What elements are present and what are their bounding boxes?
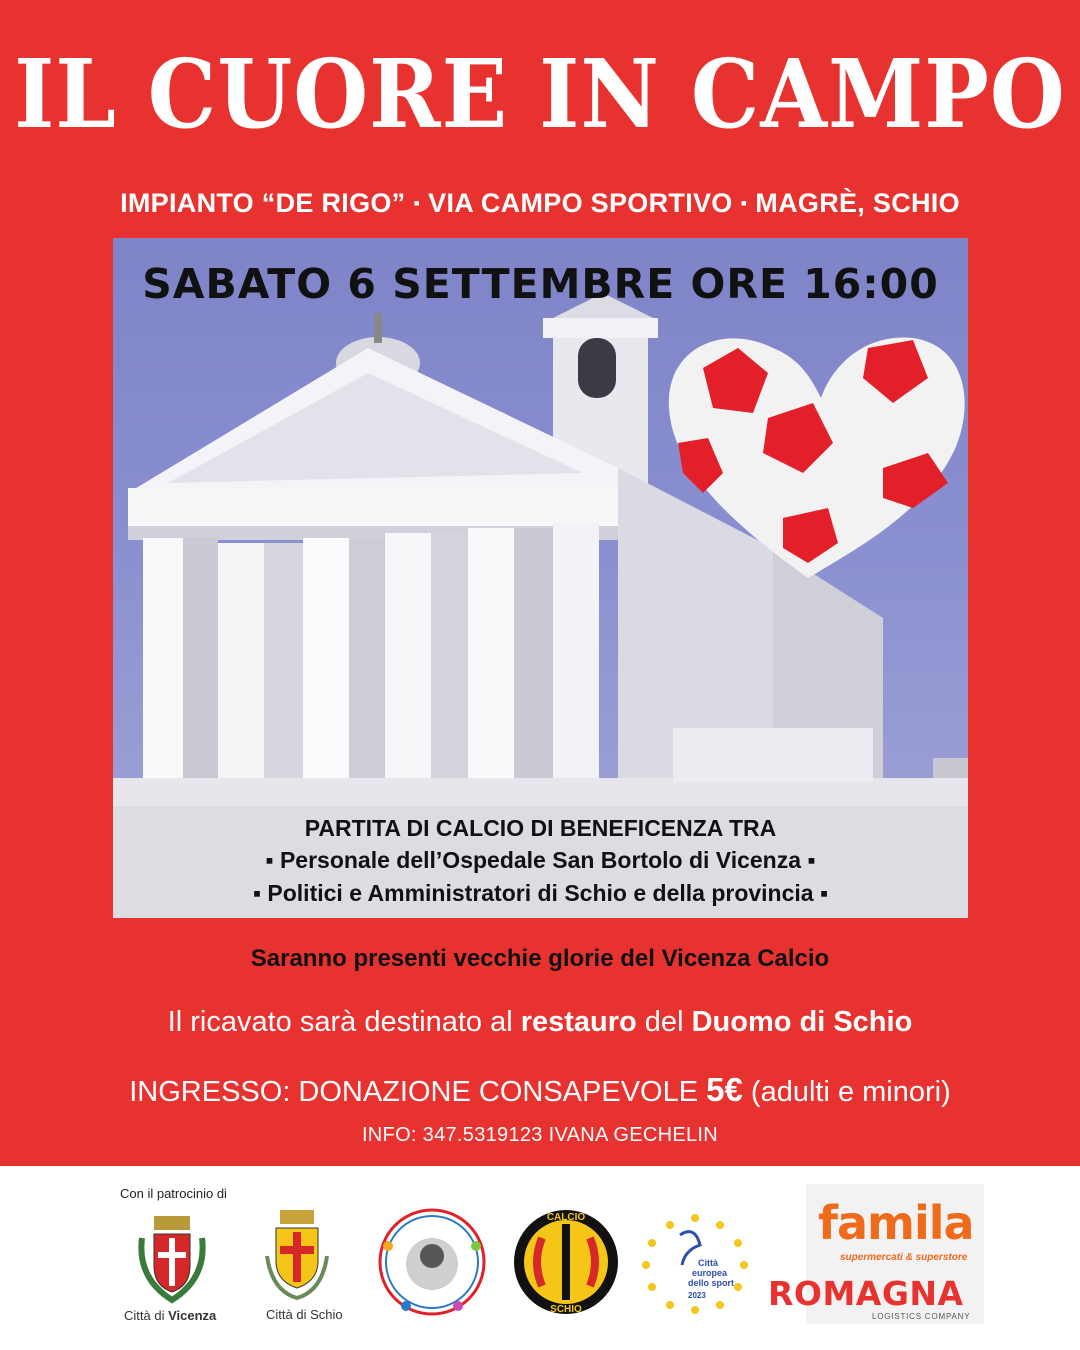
sponsor-footer <box>0 1166 1080 1350</box>
unita-pastorale-logo-icon <box>376 1206 488 1318</box>
romagna-tagline: LOGISTICS COMPANY <box>872 1312 971 1321</box>
admission-price: 5€ <box>706 1071 743 1108</box>
proceeds-text-1: Il ricavato sarà destinato al <box>167 1006 521 1038</box>
vicenza-caption <box>124 1308 216 1323</box>
citta-line-1: Città <box>698 1258 718 1268</box>
venue-name: IMPIANTO “DE RIGO” <box>120 188 406 218</box>
proceeds-text-2: del <box>636 1006 692 1038</box>
admission-line <box>0 1071 1080 1109</box>
separator-icon: ▪ <box>740 193 748 213</box>
romagna-logo: ROMAGNA <box>768 1274 964 1313</box>
famila-logo: famila <box>818 1196 974 1250</box>
match-description <box>113 812 968 910</box>
admission-note: (adulti e minori) <box>742 1076 951 1108</box>
citta-line-3: dello sport <box>688 1278 735 1288</box>
glorie-note: Saranno presenti vecchie glorie del Vicenza Calcio <box>250 945 830 972</box>
citta-line-2: europea <box>692 1268 728 1278</box>
venue-street: VIA CAMPO SPORTIVO <box>428 188 733 218</box>
poster-title: IL CUORE IN CAMPO <box>14 38 1066 150</box>
citta-europea-sport-logo-icon <box>640 1210 750 1316</box>
cathedral-photo <box>113 238 968 918</box>
citta-line-4: 2023 <box>688 1291 706 1300</box>
vicenza-crest-icon <box>132 1208 212 1308</box>
proceeds-note <box>0 1006 1080 1039</box>
separator-icon: ▪ <box>413 193 421 213</box>
match-title: PARTITA DI CALCIO DI BENEFICENZA TRA <box>304 815 777 841</box>
venue-line <box>0 188 1080 219</box>
team-2: ▪ Politici e Amministratori di Schio e della provincia ▪ <box>252 880 829 906</box>
patronage-label: Con il patrocinio di <box>120 1186 227 1201</box>
team-1: ▪ Personale dell’Ospedale San Bortolo di Vicenza ▪ <box>265 847 816 873</box>
proceeds-bold-1: restauro <box>520 1006 637 1038</box>
calcio-schio-bottom-text: SCHIO <box>550 1304 582 1315</box>
admission-label: INGRESSO: DONAZIONE CONSAPEVOLE <box>129 1076 707 1108</box>
schio-caption: Città di Schio <box>266 1307 343 1322</box>
vicenza-caption-bold: Vicenza <box>168 1308 217 1323</box>
calcio-schio-logo-icon <box>512 1208 620 1316</box>
vicenza-caption-text: Città di <box>124 1308 169 1323</box>
proceeds-bold-2: Duomo di Schio <box>691 1006 913 1038</box>
famila-tagline: supermercati & superstore <box>840 1252 968 1263</box>
calcio-schio-top-text: CALCIO <box>546 1212 586 1223</box>
venue-town: MAGRÈ, SCHIO <box>755 188 960 218</box>
schio-crest-icon <box>262 1206 332 1302</box>
event-date: SABATO 6 SETTEMBRE ORE 16:00 <box>142 260 939 308</box>
info-contact: INFO: 347.5319123 IVANA GECHELIN <box>361 1124 719 1146</box>
